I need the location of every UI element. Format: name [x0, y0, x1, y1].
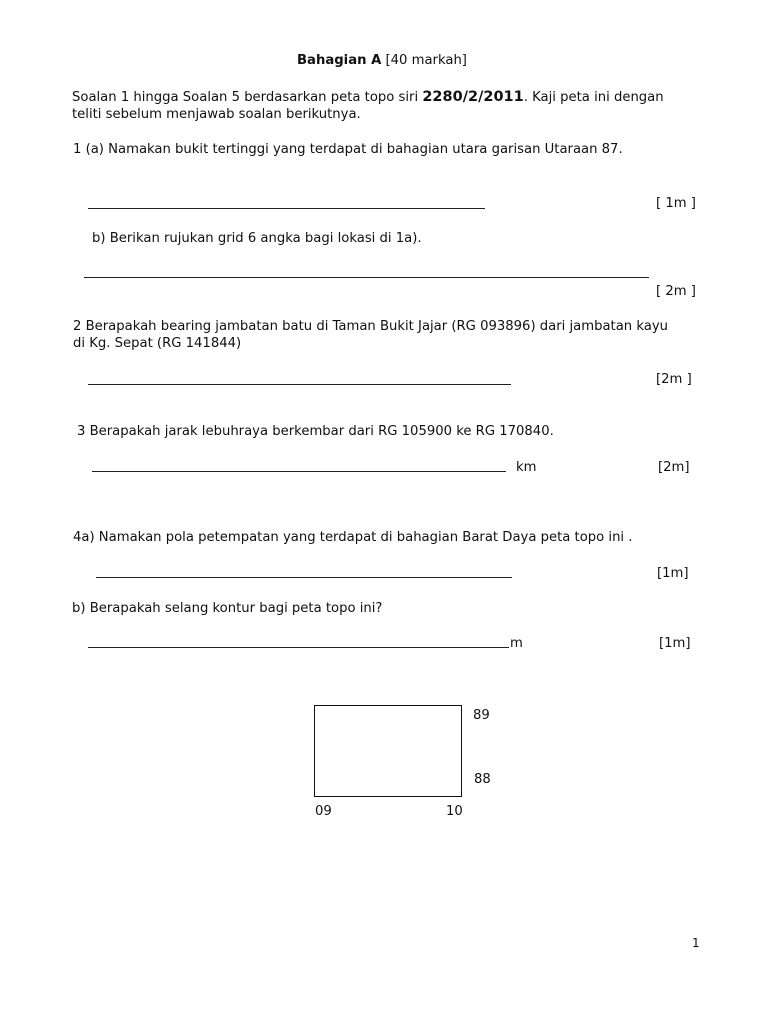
section-title: Bahagian A [297, 53, 382, 68]
mark-3: [2m] [658, 460, 690, 475]
intro-text-end: . Kaji peta ini dengan [523, 90, 664, 105]
mark-4a: [1m] [657, 566, 689, 581]
question-4a: 4a) Namakan pola petempatan yang terdapat di bahagian Barat Daya peta topo ini . [73, 530, 633, 545]
answer-blank-4a[interactable] [96, 577, 512, 578]
question-2-line-2: di Kg. Sepat (RG 141844) [73, 336, 242, 351]
section-marks: [40 markah] [385, 53, 467, 68]
mark-1b: [ 2m ] [656, 284, 696, 299]
mark-2: [2m ] [656, 372, 692, 387]
page-number: 1 [692, 936, 700, 950]
intro-line-1 [72, 89, 664, 106]
answer-blank-2[interactable] [88, 384, 511, 385]
northing-label-bottom: 88 [474, 772, 491, 787]
intro-line-2: teliti sebelum menjawab soalan berikutnya. [72, 107, 361, 122]
question-3: 3 Berapakah jarak lebuhraya berkembar dari RG 105900 ke RG 170840. [77, 424, 554, 439]
question-1a: 1 (a) Namakan bukit tertinggi yang terdapat di bahagian utara garisan Utaraan 87. [73, 142, 623, 157]
section-heading [297, 52, 467, 69]
answer-blank-3[interactable] [92, 471, 506, 472]
question-4b: b) Berapakah selang kontur bagi peta topo ini? [72, 601, 383, 616]
easting-label-right: 10 [446, 804, 463, 819]
answer-blank-1b[interactable] [84, 277, 649, 278]
unit-km: km [516, 460, 537, 475]
mark-1a: [ 1m ] [656, 196, 696, 211]
question-1b: b) Berikan rujukan grid 6 angka bagi lokasi di 1a). [92, 231, 422, 246]
northing-label-top: 89 [473, 708, 490, 723]
answer-blank-4b[interactable] [88, 647, 509, 648]
grid-square [314, 705, 462, 797]
unit-m: m [510, 636, 523, 651]
mark-4b: [1m] [659, 636, 691, 651]
map-series: 2280/2/2011 [422, 89, 524, 105]
intro-text: Soalan 1 hingga Soalan 5 berdasarkan peta topo siri [72, 90, 423, 105]
question-2-line-1: 2 Berapakah bearing jambatan batu di Taman Bukit Jajar (RG 093896) dari jambatan kayu [73, 319, 668, 334]
easting-label-left: 09 [315, 804, 332, 819]
answer-blank-1a[interactable] [88, 208, 485, 209]
